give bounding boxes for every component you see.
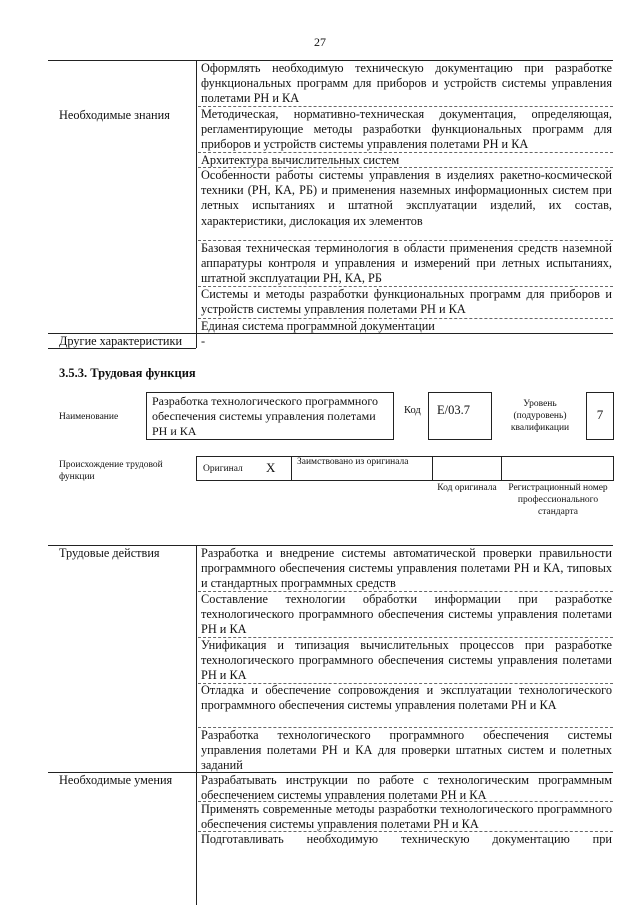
- knowledge-item: Единая система программной документации: [201, 319, 435, 333]
- name-value: Разработка технологического программного обеспечения системы управления полетами РН и КА: [152, 394, 378, 438]
- knowledge-label: Необходимые знания: [59, 108, 170, 122]
- labor-action-item: Отладка и обеспечение сопровождения и эксплуатации технологического программного обеспечения системы управления полетами РН и КА: [201, 683, 612, 713]
- labor-action-item: Разработка технологического программного обеспечения системы управления полетами РН и КА для проверки штатных систем и полетных заданий: [201, 728, 612, 773]
- code-original-label: Код оригинала: [437, 483, 497, 493]
- borrowed-box: [291, 456, 433, 481]
- origin-label: Происхождение трудовой функции: [59, 460, 163, 482]
- code-value-box: [428, 392, 492, 440]
- knowledge-item: Системы и методы разработки функциональных программ для приборов и устройств системы управления полетами РН и КА: [201, 287, 612, 317]
- skill-item: Подготавливать необходимую техническую документацию при: [201, 832, 612, 846]
- labor-action-item: Составление технологии обработки информации при разработке технологического программного обеспечения системы управления полетами РН и КА: [201, 592, 612, 637]
- other-characteristics-label: Другие характеристики: [59, 334, 183, 348]
- knowledge-item: Архитектура вычислительных систем: [201, 153, 400, 167]
- page-number: 27: [314, 35, 326, 49]
- knowledge-item: Оформлять необходимую техническую документацию при разработке функциональных программ для приборов и устройств системы управления полетами РН и КА: [201, 61, 612, 106]
- original-box: [196, 456, 292, 481]
- code-original-box: [432, 456, 502, 481]
- skill-item: Разрабатывать инструкции по работе с технологическим программным обеспечением системы управления полетами РН и КА: [201, 773, 612, 803]
- level-value-box: [586, 392, 614, 440]
- section-title: 3.5.3. Трудовая функция: [59, 366, 196, 380]
- other-characteristics-value: -: [201, 334, 206, 348]
- original-label: Оригинал: [203, 464, 243, 474]
- borrowed-label: Заимствовано из оригинала: [297, 457, 409, 467]
- table-border: [196, 545, 197, 905]
- code-label: Код: [404, 405, 421, 416]
- original-mark: X: [266, 460, 276, 475]
- knowledge-item: Особенности работы системы управления в изделиях ракетно-космической техники (РН, КА, РБ) и применения наземных информационных систем при летных испытаниях и штатной эксплуатации изделий, их состав, характеристики, дислокация их элементов: [201, 168, 612, 228]
- skill-item: Применять современные методы разработки технологического программного обеспечения системы управления полетами РН и КА: [201, 802, 612, 832]
- reg-number-box: [501, 456, 614, 481]
- level-value: 7: [596, 407, 604, 422]
- name-value-box: [146, 392, 394, 440]
- level-label: Уровень (подуровень) квалификации: [510, 399, 570, 433]
- skills-label: Необходимые умения: [59, 773, 173, 787]
- reg-number-label: Регистрационный номер профессионального стандарта: [508, 483, 608, 517]
- labor-action-item: Разработка и внедрение системы автоматической проверки правильности программного обеспечения системы управления полетами РН и КА, типовых и стандартных программных средств: [201, 546, 612, 591]
- code-value: E/03.7: [437, 403, 470, 417]
- knowledge-item: Базовая техническая терминология в области применения средств наземной аппаратуры контроля и управления и измерений при летных испытаниях, штатной эксплуатации РН, КА, РБ: [201, 241, 612, 286]
- name-label: Наименование: [59, 412, 119, 422]
- labor-actions-label: Трудовые действия: [59, 546, 160, 560]
- labor-action-item: Унификация и типизация вычислительных процессов при разработке технологического программного обеспечения системы управления полетами РН и КА: [201, 638, 612, 683]
- knowledge-item: Методическая, нормативно-техническая документация, определяющая, регламентирующие методы разработки функциональных программ для приборов и устройств системы управления полетами РН и КА: [201, 107, 612, 152]
- table-border: [196, 60, 197, 348]
